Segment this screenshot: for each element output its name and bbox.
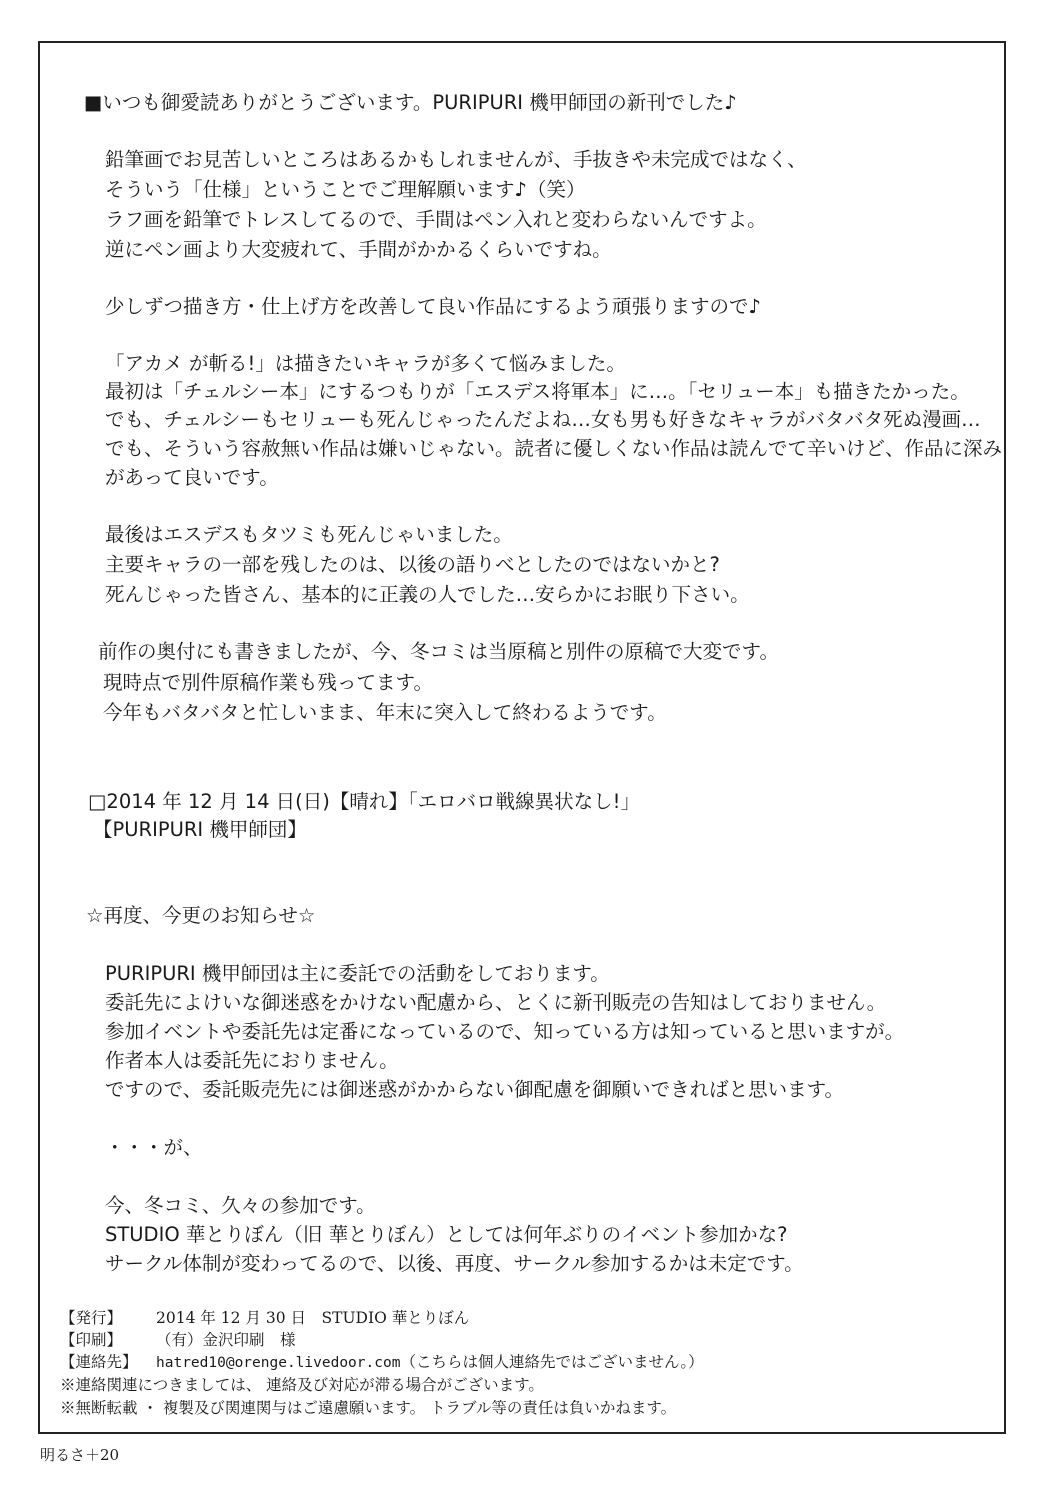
colophon-contact — [60, 1353, 704, 1373]
notice-title: ☆再度、今更のお知らせ☆ — [86, 904, 316, 927]
contact-note: （こちらは個人連絡先ではございません。） — [400, 1353, 704, 1371]
dateline-line-1: □2014 年 12 月 14 日(日)【晴れ】「エロバロ戦線異状なし!」 — [88, 790, 640, 813]
paragraph-7-line: ・・・が、 — [105, 1136, 203, 1159]
paragraph-6-line-4: 作者本人は委託先におりません。 — [105, 1049, 399, 1072]
publish-value: 2014 年 12 月 30 日 STUDIO 華とりぼん — [156, 1309, 470, 1327]
print-label: 【印刷】 — [60, 1331, 123, 1349]
paragraph-3-line-4: でも、そういう容赦無い作品は嫌いじゃない。読者に優しくない作品は読んでて辛いけど、作品に深み — [105, 437, 1003, 460]
paragraph-4-line-2: 主要キャラの一部を残したのは、以後の語りべとしたのではないかと? — [105, 553, 720, 576]
intro-line: ■いつも御愛読ありがとうございます。PURIPURI 機甲師団の新刊でした♪ — [84, 91, 737, 114]
contact-email[interactable]: hatred10@orenge.livedoor.com — [156, 1355, 401, 1371]
publish-label: 【発行】 — [60, 1309, 123, 1327]
colophon-note-1: ※連絡関連につきましては、 連絡及び対応が滞る場合がございます。 — [60, 1376, 544, 1394]
paragraph-5-line-2: 現時点で別件原稿作業も残ってます。 — [103, 671, 433, 694]
colophon-publish — [60, 1309, 469, 1328]
paragraph-3-line-3: でも、チェルシーもセリューも死んじゃったんだよね…女も男も好きなキャラがバタバタ死ぬ漫画… — [105, 408, 981, 431]
print-value: （有）金沢印刷 様 — [156, 1331, 296, 1349]
colophon-print — [60, 1331, 296, 1350]
paragraph-1-line-1: 鉛筆画でお見苦しいところはあるかもしれませんが、手抜きや未完成ではなく、 — [105, 148, 807, 171]
colophon-note-2: ※無断転載 ・ 複製及び関連関与はご遠慮願います。 トラブル等の責任は負いかねます。 — [60, 1399, 677, 1417]
paragraph-3-line-1: 「アカメ が斬る!」は描きたいキャラが多くて悩みました。 — [105, 352, 626, 375]
paragraph-1-line-4: 逆にペン画より大変疲れて、手間がかかるくらいですね。 — [105, 238, 612, 261]
paragraph-3-line-5: があって良いです。 — [105, 466, 279, 489]
brightness-footer: 明るさ＋20 — [40, 1446, 120, 1464]
paragraph-2-line: 少しずつ描き方・仕上げ方を改善して良い作品にするよう頑張りますので♪ — [105, 295, 761, 318]
paragraph-8-line-3: サークル体制が変わってるので、以後、再度、サークル参加するかは未定です。 — [105, 1252, 804, 1275]
dateline-line-2: 【PURIPURI 機甲師団】 — [93, 818, 307, 841]
paragraph-6-line-3: 参加イベントや委託先は定番になっているので、知っている方は知っていると思いますが。 — [105, 1020, 905, 1043]
paragraph-3-line-2: 最初は「チェルシー本」にするつもりが「エスデス将軍本」に…。「セリュー本」も描きたかった。 — [105, 380, 970, 403]
contact-label: 【連絡先】 — [60, 1353, 138, 1371]
paragraph-5-line-3: 今年もバタバタと忙しいまま、年末に突入して終わるようです。 — [103, 701, 667, 724]
paragraph-6-line-5: ですので、委託販売先には御迷惑がかからない御配慮を御願いできればと思います。 — [105, 1078, 845, 1101]
paragraph-1-line-3: ラフ画を鉛筆でトレスしてるので、手間はペン入れと変わらないんですよ。 — [105, 208, 767, 231]
paragraph-5-line-1: 前作の奥付にも書きましたが、今、冬コミは当原稿と別件の原稿で大変です。 — [98, 640, 779, 663]
paragraph-6-line-1: PURIPURI 機甲師団は主に委託での活動をしております。 — [105, 962, 610, 985]
paragraph-6-line-2: 委託先によけいな御迷惑をかけない配慮から、とくに新刊販売の告知はしておりません。 — [105, 991, 887, 1014]
paragraph-4-line-1: 最後はエスデスもタツミも死んじゃいました。 — [105, 523, 513, 546]
paragraph-1-line-2: そういう「仕様」ということでご理解願います♪（笑） — [105, 178, 586, 201]
paragraph-4-line-3: 死んじゃった皆さん、基本的に正義の人でした…安らかにお眠り下さい。 — [105, 583, 750, 606]
paragraph-8-line-1: 今、冬コミ、久々の参加です。 — [105, 1194, 376, 1217]
paragraph-8-line-2: STUDIO 華とりぼん（旧 華とりぼん）としては何年ぶりのイベント参加かな? — [105, 1223, 788, 1246]
